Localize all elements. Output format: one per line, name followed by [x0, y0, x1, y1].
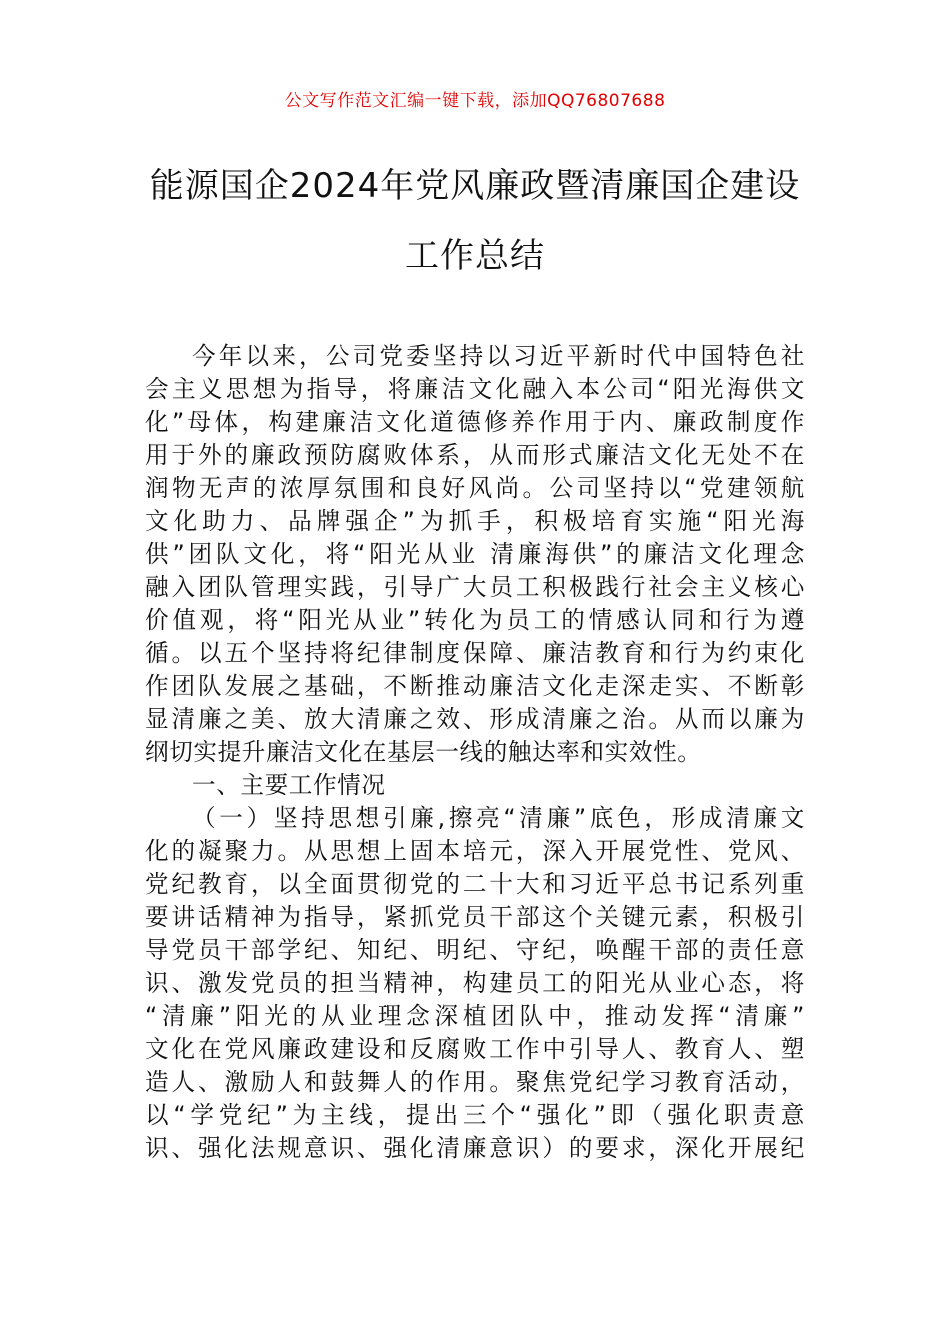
body-line: 导党员干部学纪、知纪、明纪、守纪，唤醒干部的责任意 — [145, 936, 805, 964]
header-note: 公文写作范文汇编一键下载，添加QQ76807688 — [284, 91, 666, 111]
body-line: 识、激发党员的担当精神，构建员工的阳光从业心态，将 — [145, 969, 805, 997]
body-line: 纲切实提升廉洁文化在基层一线的触达率和实效性。 — [145, 738, 702, 766]
body-line: 文化助力、品牌强企”为抓手，积极培育实施“阳光海 — [145, 507, 805, 535]
body-line: 供”团队文化，将“阳光从业 清廉海供”的廉洁文化理念 — [145, 540, 805, 568]
body-line: 循。以五个坚持将纪律制度保障、廉洁教育和行为约束化 — [145, 639, 805, 667]
body-line: 党纪教育，以全面贯彻党的二十大和习近平总书记系列重 — [145, 870, 805, 898]
body-line: 润物无声的浓厚氛围和良好风尚。公司坚持以“党建领航 — [145, 474, 805, 502]
body-line: 价值观，将“阳光从业”转化为员工的情感认同和行为遵 — [145, 606, 805, 634]
body-line: “清廉”阳光的从业理念深植团队中，推动发挥“清廉” — [145, 1002, 805, 1030]
document-title-line-1: 能源国企2024年党风廉政暨清廉国企建设 — [149, 166, 801, 206]
body-line: 用于外的廉政预防腐败体系，从而形式廉洁文化无处不在 — [145, 441, 805, 469]
body-line: 融入团队管理实践，引导广大员工积极践行社会主义核心 — [145, 573, 805, 601]
body-line: 今年以来，公司党委坚持以习近平新时代中国特色社 — [192, 342, 805, 370]
body-line: 显清廉之美、放大清廉之效、形成清廉之治。从而以廉为 — [145, 705, 805, 733]
body-line: （一）坚持思想引廉,擦亮“清廉”底色，形成清廉文 — [192, 804, 805, 832]
body-line: 化”母体，构建廉洁文化道德修养作用于内、廉政制度作 — [145, 408, 805, 436]
document-title-line-2: 工作总结 — [405, 236, 545, 276]
section-heading: 一、主要工作情况 — [192, 771, 386, 799]
body-line: 造人、激励人和鼓舞人的作用。聚焦党纪学习教育活动， — [145, 1068, 805, 1096]
body-line: 以“学党纪”为主线，提出三个“强化”即（强化职责意 — [145, 1101, 805, 1129]
body-line: 作团队发展之基础，不断推动廉洁文化走深走实、不断彰 — [145, 672, 805, 700]
body-line: 要讲话精神为指导，紧抓党员干部这个关键元素，积极引 — [145, 903, 805, 931]
body-line: 会主义思想为指导，将廉洁文化融入本公司“阳光海供文 — [145, 375, 805, 403]
body-line: 识、强化法规意识、强化清廉意识）的要求，深化开展纪 — [145, 1134, 805, 1162]
body-line: 化的凝聚力。从思想上固本培元，深入开展党性、党风、 — [145, 837, 805, 865]
body-line: 文化在党风廉政建设和反腐败工作中引导人、教育人、塑 — [145, 1035, 805, 1063]
